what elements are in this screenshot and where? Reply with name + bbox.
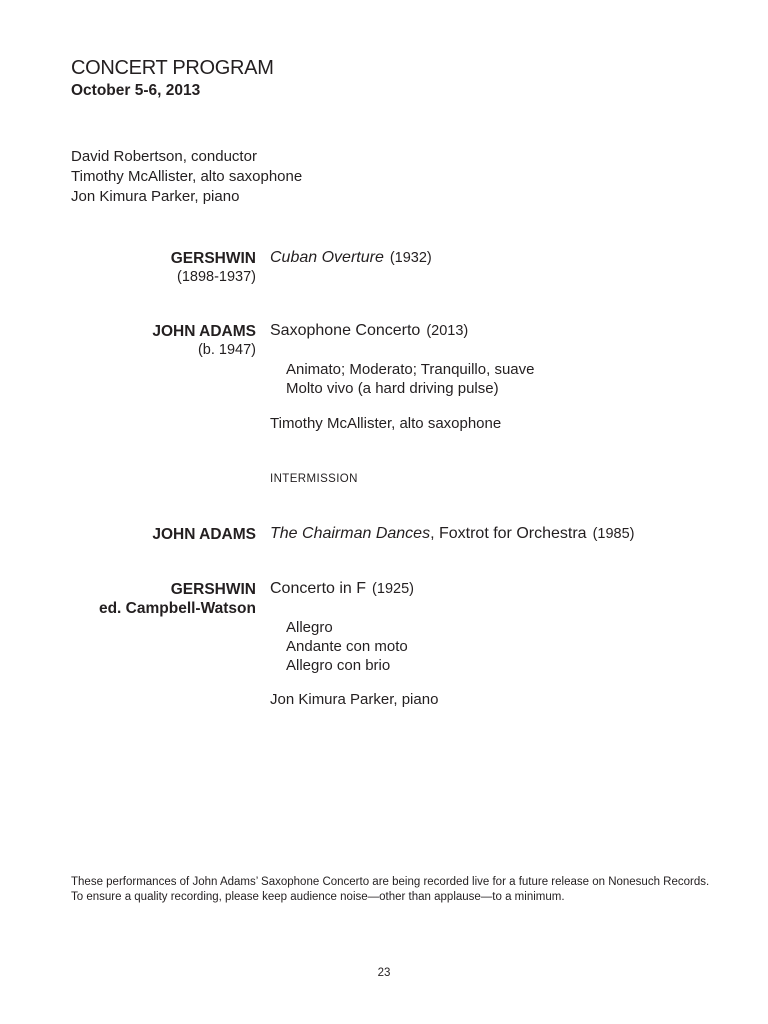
movement-item: Allegro con brio [286,657,391,674]
soloist-credit: Jon Kimura Parker, piano [270,691,439,708]
movement-item: Andante con moto [286,638,408,655]
work-title-line [270,525,634,543]
composer-editor: ed. Campbell-Watson [98,600,256,617]
work-title-rest: Saxophone Concerto [270,322,421,339]
composer-block [152,322,256,360]
work-year: (1932) [389,250,432,266]
work-title-rest: Concerto in F [270,580,367,597]
performers-list [71,147,302,207]
movement-list [286,618,408,675]
performer-conductor: David Robertson, conductor [71,148,257,165]
movement-item: Molto vivo (a hard driving pulse) [286,380,499,397]
movement-item: Allegro [286,619,333,636]
composer-name: GERSHWIN [170,250,256,267]
composer-block [171,249,256,287]
composer-name: JOHN ADAMS [152,323,256,340]
page-title: CONCERT PROGRAM [71,57,274,79]
work-title: The Chairman Dances [270,525,431,542]
composer-block [99,580,256,618]
intermission-label: INTERMISSION [270,473,358,485]
composer-dates: (b. 1947) [197,342,256,358]
composer-dates: (1898-1937) [177,269,256,285]
work-year: (2013) [426,323,469,339]
movement-item: Animato; Moderato; Tranquillo, suave [286,361,535,378]
work-title-line [270,249,432,267]
composer-block [152,525,256,544]
work-title-line [270,580,414,598]
work-year: (1925) [372,581,414,597]
work-year: (1985) [592,526,635,542]
recording-footnote: These performances of John Adams’ Saxophone Concerto are being recorded live for a future release on Nonesuch Records. To ensure a quality recording, please keep audience noise—other than applause—to a minimum. [71,876,710,903]
composer-name: GERSHWIN [170,581,256,598]
work-title-rest: , Foxtrot for Orchestra [430,525,587,542]
work-title-line [270,322,468,340]
work-title: Cuban Overture [270,249,384,266]
soloist-credit: Timothy McAllister, alto saxophone [270,415,502,432]
composer-name: JOHN ADAMS [152,526,256,543]
page-number: 23 [377,967,391,979]
concert-date: October 5-6, 2013 [71,82,201,99]
performer-piano: Jon Kimura Parker, piano [71,188,240,205]
performer-saxophone: Timothy McAllister, alto saxophone [71,168,303,185]
movement-list [286,360,534,398]
